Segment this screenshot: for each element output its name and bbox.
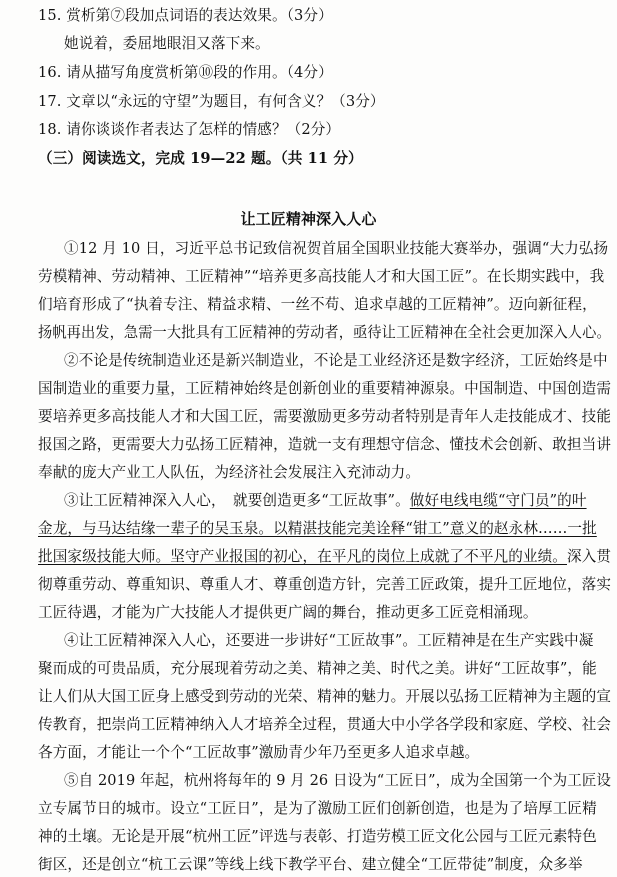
paragraph-2-line: 报国之路，更需要大力弘扬工匠精神，造就一支有理想守信念、懂技术会创新、敢担当讲: [38, 436, 612, 453]
paragraph-5-line: 街区，还是创立“杭工云课”等线上线下教学平台、建立健全“工匠带徒”制度，众多举: [38, 856, 583, 873]
paragraph-3-line-3: [38, 545, 611, 566]
paragraph-4-line: 传教育，把崇尚工匠精神纳入人才培养全过程，贯通大中小学各学段和家庭、学校、社会: [38, 716, 612, 733]
paragraph-3-underlined-text: 做好电线电缆“守门员”的叶: [409, 492, 587, 509]
paragraph-2-line: ②不论是传统制造业还是新兴制造业，不论是工业经济还是数字经济，工匠始终是中: [64, 352, 608, 369]
paragraph-4-line: 让人们从大国工匠身上感受到劳动的光荣、精神的魅力。开展以弘扬工匠精神为主题的宣: [38, 688, 612, 705]
question-16: 16. 请从描写角度赏析第⑩段的作用。（4分）: [38, 64, 333, 81]
paragraph-3-text: ③让工匠精神深入人心， 就要创造更多“工匠故事”。: [64, 492, 410, 509]
question-18: 18. 请你谈谈作者表达了怎样的情感？（2分）: [38, 121, 341, 138]
article-title: 让工匠精神深入人心: [240, 210, 377, 228]
paragraph-2-line: 奉献的庞大产业工人队伍，为经济社会发展注入充沛动力。: [38, 464, 421, 481]
paragraph-2-line: 要培养更多高技能人才和大国工匠，需要激励更多劳动者特别是青年人走技能成才、技能: [38, 408, 612, 425]
paragraph-2-line: 国制造业的重要力量，工匠精神始终是创新创业的重要精神源泉。中国制造、中国创造需: [38, 380, 612, 397]
paragraph-3-line-4: 彻尊重劳动、尊重知识、尊重人才、尊重创造方针，完善工匠政策，提升工匠地位，落实: [38, 576, 612, 593]
paragraph-3-line-1: [64, 489, 587, 510]
paragraph-3-line-2: [38, 517, 597, 538]
question-17: 17. 文章以“永远的守望”为题目，有何含义？（3分）: [38, 93, 385, 110]
paragraph-4-line: 各方面，才能让一个个“工匠故事”激励青少年乃至更多人追求卓越。: [38, 744, 480, 761]
question-15-quote: 她说着，委屈地眼泪又落下来。: [64, 35, 270, 52]
paragraph-3-underlined-text: 金龙，与马达结缘一辈子的吴玉泉。以精湛技能完美诠释“钳工”意义的赵永林……一批: [38, 520, 597, 537]
paragraph-4-line: 聚而成的可贵品质，充分展现着劳动之美、精神之美、时代之美。讲好“工匠故事”，能: [38, 660, 597, 677]
paragraph-5-line: 神的土壤。无论是开展“杭州工匠”评选与表彰、打造劳模工匠文化公园与工匠元素特色: [38, 828, 597, 845]
paragraph-5-line: ⑤自 2019 年起，杭州将每年的 9 月 26 日设为“工匠日”，成为全国第一个为工匠设: [64, 772, 612, 789]
question-15: 15. 赏析第⑦段加点词语的表达效果。（3分）: [38, 7, 333, 24]
paragraph-3-text: 深入贯: [566, 548, 612, 565]
paragraph-1-line: 劳模精神、劳动精神、工匠精神”“培养更多高技能人才和大国工匠”。在长期实践中，我: [38, 268, 605, 285]
paragraph-3-line-5: 工匠待遇，才能为广大技能人才提供更广阔的舞台，推动更多工匠竞相涌现。: [38, 604, 538, 621]
paragraph-1-line: 们培育形成了“执着专注、精益求精、一丝不苟、追求卓越的工匠精神”。迈向新征程，: [38, 296, 597, 313]
paragraph-3-underlined-text: 批国家级技能大师。坚守产业报国的初心，在平凡的岗位上成就了不平凡的业绩。: [38, 548, 567, 565]
paragraph-1-line: 扬帆再出发，急需一大批具有工匠精神的劳动者，亟待让工匠精神在全社会更加深入人心。: [38, 324, 611, 341]
paragraph-5-line: 立专属节日的城市。设立“工匠日”，是为了激励工匠们创新创造，也是为了培厚工匠精: [38, 800, 597, 817]
section-heading: （三）阅读选文，完成 19—22 题。（共 11 分）: [38, 150, 363, 167]
paragraph-1-line: ①12 月 10 日，习近平总书记致信祝贺首届全国职业技能大赛举办，强调“大力弘扬: [64, 240, 609, 257]
paragraph-4-line: ④让工匠精神深入人心，还要进一步讲好“工匠故事”。工匠精神是在生产实践中凝: [64, 632, 594, 649]
